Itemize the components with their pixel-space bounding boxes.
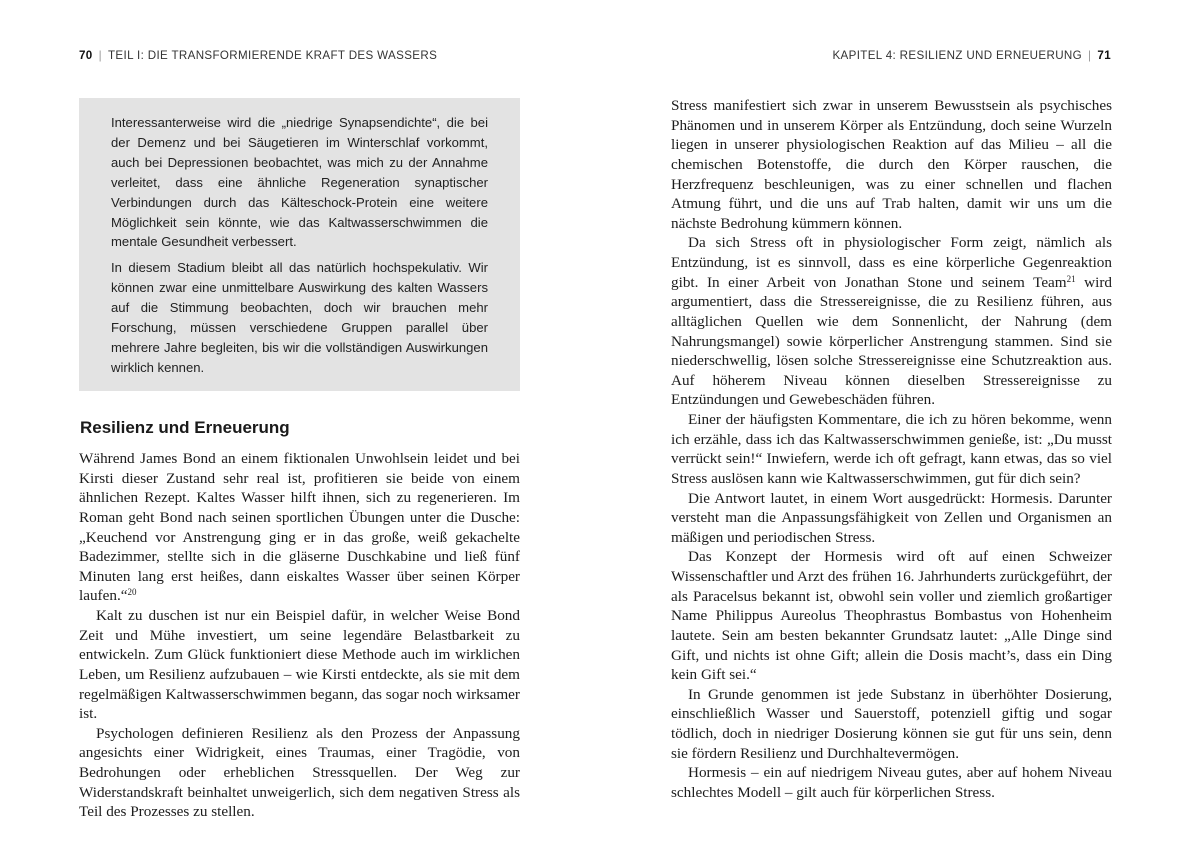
right-running-head bbox=[832, 49, 1111, 63]
right-body-text bbox=[671, 96, 1112, 803]
right-paragraph-2-text-a: Da sich Stress oft in physiologischer Form zeigt, nämlich als Entzündung, ist es sinnvoll, dass es eine körperliche Gegenreaktion gibt. In einer Arbeit von Jonathan Stone und seinem Team bbox=[671, 234, 1112, 291]
right-page-number: 71 bbox=[1097, 49, 1111, 62]
left-paragraph-3: Psychologen definieren Resilienz als den Prozess der Anpassung angesichts einer Widrigkeit, eines Traumas, einer Tragödie, von Bedrohungen oder erheblichen Stressquellen. Der Weg zur Widerstandskraft beinhaltet unweigerlich, sich dem negativen Stress als Teil des Prozesses zu stellen. bbox=[79, 724, 520, 821]
running-head-separator: | bbox=[98, 49, 102, 62]
infobox-paragraph-1: Interessanterweise wird die „niedrige Synapsendichte“, die bei der Demenz und bei Säugetieren im Winterschlaf vorkommt, auch bei Depressionen beobachtet, was mich zu der Annahme verleitet, dass eine ähnliche Regeneration synaptischer Verbindungen durch das Kälteschock-Protein eine weitere Möglichkeit sein könnte, wie das Kaltwasserschwimmen die mentale Gesundheit verbessert. bbox=[111, 115, 488, 250]
left-paragraph-1 bbox=[79, 449, 520, 606]
left-running-head bbox=[79, 49, 437, 63]
right-paragraph-7: Hormesis – ein auf niedrigem Niveau gutes, aber auf hohem Niveau schlechtes Modell – gilt auch für körperlichen Stress. bbox=[671, 764, 1112, 801]
left-paragraph-1-text: Während James Bond an einem fiktionalen Unwohlsein leidet und bei Kirsti dieser Zustand sehr real ist, profitieren sie beide von einem ähnlichen Rezept. Kaltes Wasser hilft ihnen, sich zu regenerieren. Im Roman geht Bond nach seinen sportlichen Übungen unter die Dusche: „Keuchend vor Anstrengung ging er in das große, weiß gekachelte Badezimmer, stellte sich in die gläserne Duschkabine und ließ fünf Minuten lang erst heißes, dann eiskaltes Wasser über seinen Körper laufen.“ bbox=[79, 450, 520, 605]
left-paragraph-2: Kalt zu duschen ist nur ein Beispiel dafür, in welcher Weise Bond Zeit und Mühe investiert, um seine legendäre Belastbarkeit zu entwickeln. Zum Glück funktioniert diese Methode auch im wirklichen Leben, um Resilienz aufzubauen – wie Kirsti entdeckte, als sie mit dem regelmäßigen Kaltwasserschwimmen begann, das sogar noch wirksamer ist. bbox=[79, 607, 520, 723]
right-paragraph-5: Das Konzept der Hormesis wird oft auf einen Schweizer Wissenschaftler und Arzt des frühen 16. Jahrhunderts zurückgeführt, der als Paracelsus bekannt ist, obwohl sein voller und ziemlich großartiger Name Philippus Aureolus Theophrastus Bombastus von Hohenheim lautete. Sein am besten bekannter Grundsatz lautet: „Alle Dinge sind Gift, und nichts ist ohne Gift; allein die Dosis macht’s, dass ein Ding kein Gift sei.“ bbox=[671, 548, 1112, 684]
footnote-ref-20[interactable]: 20 bbox=[127, 587, 137, 598]
left-page-number: 70 bbox=[79, 49, 93, 62]
right-paragraph-2-text-b: wird argumentiert, dass die Stressereignisse, die zu Resilienz führen, aus alltäglichen Quellen wie dem Sonnenlicht, der Nahrung (dem Nahrungsmangel) sowie körperlicher Anstrengung stammen. Sind sie niederschwellig, lösen solche Stressereignisse eine Schutzreaktion aus. Auf höherem Niveau können dieselben Stressereignisse zu Entzündungen und Gewebeschäden führen. bbox=[671, 273, 1112, 409]
right-running-head-title: KAPITEL 4: RESILIENZ UND ERNEUERUNG bbox=[832, 49, 1083, 62]
infobox bbox=[79, 98, 520, 391]
right-paragraph-6: In Grunde genommen ist jede Substanz in überhöhter Dosierung, einschließlich Wasser und Sauerstoff, potenziell giftig und sogar tödlich, doch in niedriger Dosierung können sie gut für uns sein, denn sie fördern Resilienz und Durchhaltevermögen. bbox=[671, 685, 1112, 762]
left-body-text bbox=[79, 449, 520, 822]
footnote-ref-21[interactable]: 21 bbox=[1066, 273, 1076, 284]
right-paragraph-1: Stress manifestiert sich zwar in unserem Bewusstsein als psychisches Phänomen und in unserem Körper als Entzündung, doch seine Wurzeln liegen in unserer physiologischen Reaktion auf das Milieu – all die chemischen Botenstoffe, die durch den Körper rauschen, die Herzfrequenz beschleunigen, was zu einer schnellen und flachen Atmung führt, und die uns auf Trab halten, damit wir uns um die nächste Bedrohung kümmern können. bbox=[671, 97, 1112, 232]
right-paragraph-2 bbox=[671, 233, 1112, 410]
infobox-paragraph-2: In diesem Stadium bleibt all das natürlich hochspekulativ. Wir können zwar eine unmittelbare Auswirkung des kalten Wassers auf die Stimmung beobachten, doch wir brauchen mehr Forschung, müssen verschiedene Gruppen parallel über mehrere Jahre begleiten, bis wir die vollständigen Auswirkungen wirklich kennen. bbox=[111, 260, 488, 375]
section-heading: Resilienz und Erneuerung bbox=[80, 418, 290, 437]
running-head-separator: | bbox=[1088, 49, 1092, 62]
left-running-head-title: TEIL I: DIE TRANSFORMIERENDE KRAFT DES WASSERS bbox=[107, 49, 438, 62]
right-paragraph-4: Die Antwort lautet, in einem Wort ausgedrückt: Hormesis. Darunter versteht man die Anpassungsfähigkeit von Zellen und Organismen an mäßigen und periodischen Stress. bbox=[671, 489, 1112, 546]
right-paragraph-3: Einer der häufigsten Kommentare, die ich zu hören bekomme, wenn ich erzähle, dass ich das Kaltwasserschwimmen genieße, ist: „Du musst verrückt sein!“ Inwiefern, werde ich oft gefragt, kann etwas, das so viel Stress auslösen kann wie Kaltwasserschwimmen, gut für dich sein? bbox=[671, 411, 1112, 487]
